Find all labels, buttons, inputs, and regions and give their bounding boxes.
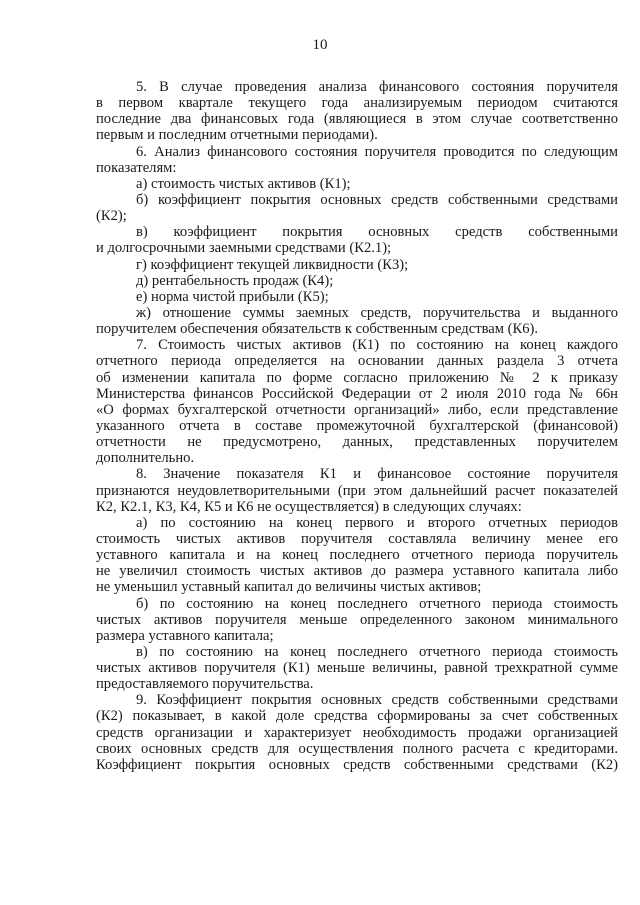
text-line: д) рентабельность продаж (К4); bbox=[136, 272, 334, 289]
text-line: 7. Стоимость чистых активов (К1) по состоянию на конец каждого bbox=[136, 337, 618, 354]
text-line: 6. Анализ финансового состояния поручителя проводится по следующим bbox=[136, 143, 618, 160]
text-line: дополнительно. bbox=[96, 450, 195, 467]
text-line: а) стоимость чистых активов (К1); bbox=[136, 175, 351, 192]
text-line: 8. Значение показателя К1 и финансовое состояние поручителя bbox=[136, 466, 618, 483]
text-line: размера уставного капитала; bbox=[96, 627, 274, 644]
page-number: 10 bbox=[312, 37, 328, 53]
text-line: в) по состоянию на конец последнего отчетного периода стоимость bbox=[136, 643, 618, 660]
text-line: чистых активов поручителя меньше определенного законом минимального bbox=[96, 611, 618, 628]
text-line: отчетности не предусмотрено, данных, представленных поручителем bbox=[96, 434, 618, 451]
text-line: К2, К2.1, К3, К4, К5 и К6 не осуществляется) в следующих случаях: bbox=[96, 498, 522, 515]
text-line: а) по состоянию на конец первого и второго отчетных периодов bbox=[136, 514, 618, 531]
text-line: об изменении капитала по форме согласно приложению № 2 к приказу bbox=[96, 369, 618, 386]
text-line: предоставляемого поручительства. bbox=[96, 676, 314, 693]
text-line: указанного отчета в составе промежуточной бухгалтерской (финансовой) bbox=[96, 417, 618, 434]
text-line: последние два финансовых года (являющиеся в этом случае соответственно bbox=[96, 111, 618, 128]
text-line: в) коэффициент покрытия основных средств собственными bbox=[136, 224, 618, 241]
text-line: первым и последним отчетными периодами). bbox=[96, 127, 378, 144]
text-line: (К2); bbox=[96, 208, 127, 225]
text-line: б) по состоянию на конец последнего отчетного периода стоимость bbox=[136, 595, 618, 612]
text-line: ж) отношение суммы заемных средств, поручительства и выданного bbox=[136, 304, 618, 321]
text-line: не увеличил стоимость чистых активов до размера уставного капитала либо bbox=[96, 563, 618, 580]
text-line: в первом квартале текущего года анализируемым периодом считаются bbox=[96, 95, 618, 112]
text-line: стоимость чистых активов поручителя составляла величину менее его bbox=[96, 530, 618, 547]
text-line: Коэффициент покрытия основных средств собственными средствами (К2) bbox=[96, 756, 618, 773]
text-line: отчетного периода определяется на основании данных раздела 3 отчета bbox=[96, 353, 618, 370]
text-line: средств организации и характеризует необходимость продажи организацией bbox=[96, 724, 618, 741]
text-line: не уменьшил уставный капитал до величины чистых активов; bbox=[96, 579, 482, 596]
text-line: г) коэффициент текущей ликвидности (К3); bbox=[136, 256, 409, 273]
text-line: (К2) показывает, в какой доле средства сформированы за счет собственных bbox=[96, 708, 618, 725]
text-line: признаются неудовлетворительными (при этом дальнейший расчет показателей bbox=[96, 482, 618, 499]
text-line: уставного капитала и на конец последнего отчетного периода поручитель bbox=[96, 547, 618, 564]
text-line: 9. Коэффициент покрытия основных средств собственными средствами bbox=[136, 692, 618, 709]
text-line: е) норма чистой прибыли (К5); bbox=[136, 288, 329, 305]
text-line: чистых активов поручителя (К1) меньше величины, равной трехкратной сумме bbox=[96, 660, 618, 677]
text-line: б) коэффициент покрытия основных средств собственными средствами bbox=[136, 191, 618, 208]
text-line: и долгосрочными заемными средствами (К2.1); bbox=[96, 240, 392, 257]
text-line: поручителем обеспечения обязательств к собственным средствам (К6). bbox=[96, 321, 539, 338]
document-body bbox=[96, 79, 618, 773]
text-line: своих основных средств для осуществления полного расчета с кредиторами. bbox=[96, 740, 618, 757]
text-line: показателям: bbox=[96, 159, 177, 176]
text-line: Министерства финансов Российской Федерации от 2 июля 2010 года № 66н bbox=[96, 385, 618, 402]
text-line: «О формах бухгалтерской отчетности организаций» либо, если представление bbox=[96, 401, 618, 418]
text-line: 5. В случае проведения анализа финансового состояния поручителя bbox=[136, 79, 618, 95]
